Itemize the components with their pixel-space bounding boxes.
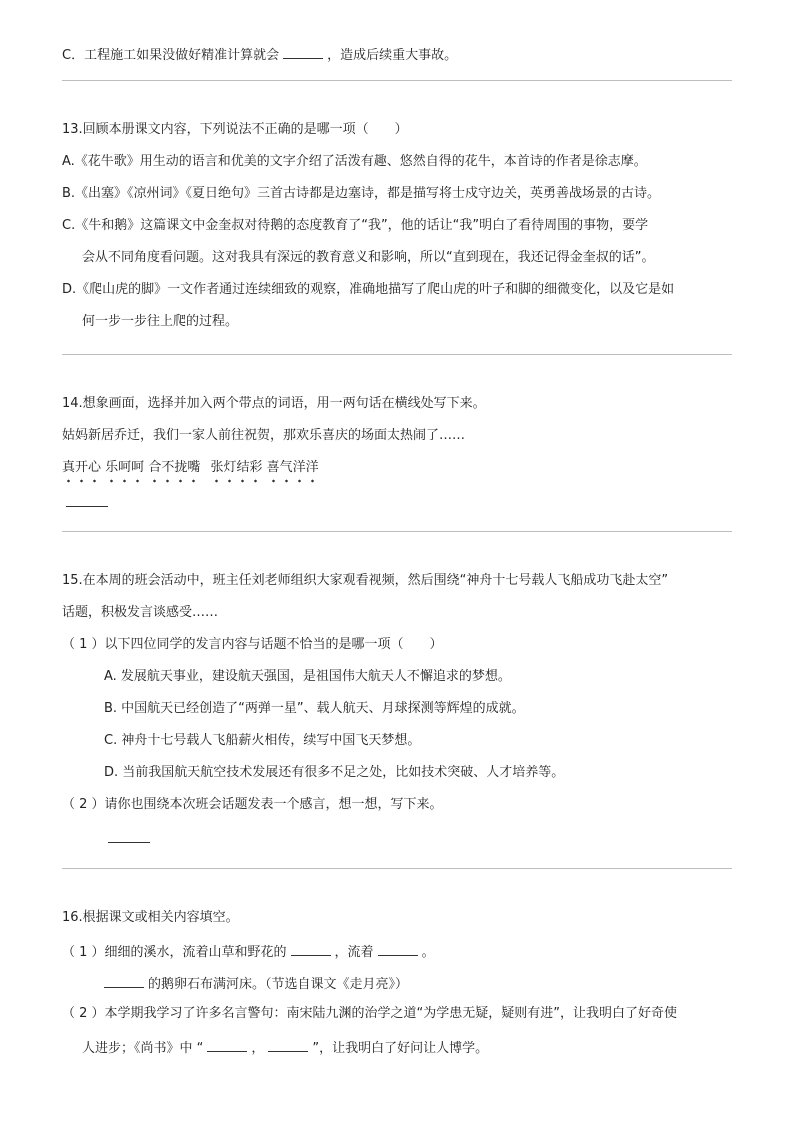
q15-option-c: C. 神舟十七号载人飞船薪火相传，续写中国飞天梦想。: [104, 733, 421, 748]
q16-sub1-pre: （ 1 ）细细的溪水，流着山草和野花的: [62, 945, 287, 960]
q16-sub2-comma: ，: [251, 1041, 265, 1056]
q16-sub2-pre: 人进步；《尚书》中 “: [82, 1041, 204, 1056]
answer-blank[interactable]: [207, 1037, 247, 1052]
q12-option-c: [62, 44, 457, 65]
q16-sub1-line1: [62, 941, 435, 962]
divider: [62, 354, 732, 355]
q16-sub1-mid: ，流着: [334, 945, 374, 960]
q13-option-b: B.《出塞》《凉州词》《夏日绝句》三首古诗都是边塞诗，都是描写将士戍守边关，英勇善战场景的古诗。: [62, 186, 661, 201]
q14-answer-line[interactable]: [66, 492, 108, 513]
divider: [62, 531, 732, 532]
divider: [62, 80, 732, 81]
q13-option-d-line2: 何一步一步往上爬的过程。: [82, 314, 239, 329]
dotted-word: 乐呵呵: [105, 459, 144, 484]
dotted-word: 喜气洋洋: [267, 459, 319, 484]
answer-blank[interactable]: [268, 1037, 308, 1052]
q15-sub2: （ 2 ）请你也围绕本次班会话题发表一个感言，想一想，写下来。: [62, 797, 443, 812]
q15-sub1: （ 1 ）以下四位同学的发言内容与话题不恰当的是哪一项（ ）: [62, 637, 443, 652]
q14-word-list: [62, 459, 319, 484]
q13-stem: 13.回顾本册课文内容，下列说法不正确的是哪一项（ ）: [62, 122, 408, 137]
answer-blank[interactable]: [104, 973, 144, 988]
q16-sub1-post: 。: [421, 945, 435, 960]
q15-option-d: D. 当前我国航天航空技术发展还有很多不足之处，比如技术突破、人才培养等。: [104, 765, 565, 780]
q16-sub2-post: ”，让我明白了好问让人博学。: [312, 1041, 489, 1056]
answer-blank[interactable]: [378, 941, 418, 956]
q12-option-c-post: ，造成后续重大事故。: [327, 48, 458, 63]
q14-context: 姑妈新居乔迁，我们一家人前往祝贺，那欢乐喜庆的场面太热闹了……: [62, 428, 466, 443]
q15-stem-line1: 15.在本周的班会活动中，班主任刘老师组织大家观看视频，然后围绕“神舟十七号载人飞船成功飞赴太空”: [62, 573, 669, 588]
q13-option-c-line1: C.《牛和鹅》这篇课文中金奎叔对待鹅的态度教育了“我”，他的话让“我”明白了看待周围的事物，要学: [62, 218, 649, 233]
q16-sub1-line2-text: 的鹅卵石布满河床。（节选自课文《走月亮》）: [148, 977, 409, 992]
q15-stem-line2: 话题，积极发言谈感受……: [62, 605, 219, 620]
q16-stem: 16.根据课文或相关内容填空。: [62, 910, 239, 925]
q14-stem: 14.想象画面，选择并加入两个带点的词语，用一两句话在横线处写下来。: [62, 396, 486, 411]
q16-sub2-line2: [82, 1037, 488, 1058]
q12-option-c-pre: C．工程施工如果没做好精准计算就会: [62, 48, 280, 63]
q13-option-c-line2: 会从不同角度看问题。这对我具有深远的教育意义和影响，所以“直到现在，我还记得金奎叔的话”。: [82, 250, 655, 265]
dotted-word: 真开心: [62, 459, 101, 484]
answer-blank[interactable]: [283, 44, 323, 59]
answer-blank[interactable]: [66, 492, 108, 507]
q15-option-a: A. 发展航天事业，建设航天强国，是祖国伟大航天人不懈追求的梦想。: [104, 669, 511, 684]
dotted-word: 合不拢嘴: [148, 459, 200, 484]
q13-option-a: A.《花牛歌》用生动的语言和优美的文字介绍了活泼有趣、悠然自得的花牛，本首诗的作者是徐志摩。: [62, 154, 647, 169]
divider: [62, 868, 732, 869]
q16-sub1-line2: [104, 973, 408, 994]
q15-answer-line[interactable]: [108, 828, 150, 849]
q15-option-b: B. 中国航天已经创造了“两弹一星”、载人航天、月球探测等辉煌的成就。: [104, 701, 525, 716]
answer-blank[interactable]: [108, 828, 150, 843]
q13-option-d-line1: D.《爬山虎的脚》一文作者通过连续细致的观察，准确地描写了爬山虎的叶子和脚的细微变化，以及它是如: [62, 282, 675, 297]
q16-sub2-line1: （ 2 ）本学期我学习了许多名言警句：南宋陆九渊的治学之道“为学患无疑，疑则有进”，让我明白了好奇使: [62, 1006, 678, 1021]
answer-blank[interactable]: [291, 941, 331, 956]
dotted-word: 张灯结彩: [210, 459, 262, 484]
